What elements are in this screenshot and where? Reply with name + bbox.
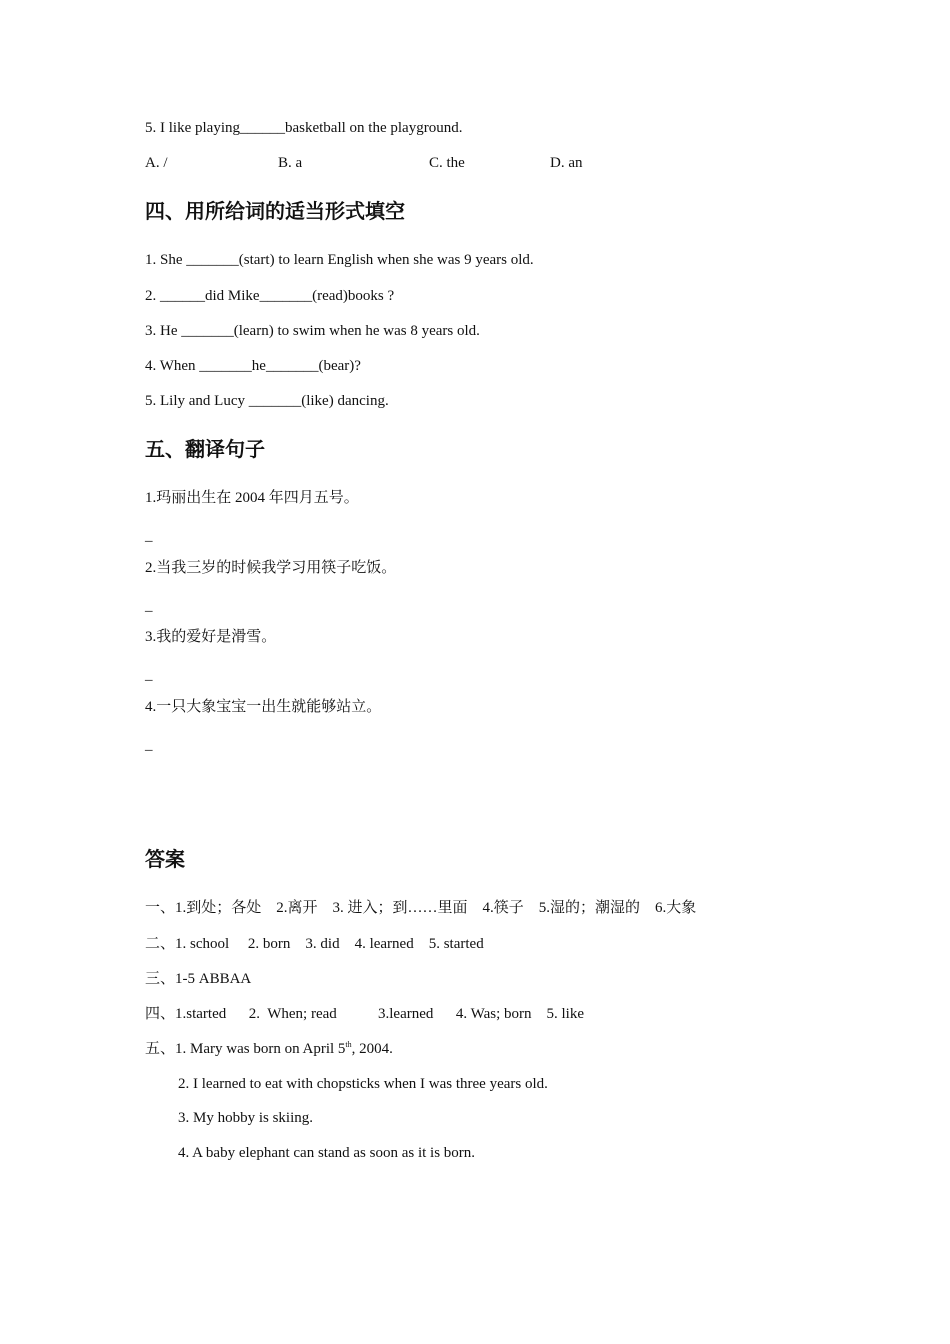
answers-part-1: 一、1.到处；各处 2.离开 3. 进入；到……里面 4.筷子 5.湿的；潮湿的 6.大象 bbox=[145, 900, 697, 916]
section-4-item-4: 4. When _______he_______(bear)? bbox=[145, 358, 361, 374]
section-5-item-3: 3.我的爱好是滑雪。 bbox=[145, 629, 277, 645]
question-3-5: 5. I like playing______basketball on the playground. bbox=[145, 120, 463, 136]
option-a: A. / bbox=[145, 155, 168, 171]
answers-part-5-line-3: 3. My hobby is skiing. bbox=[178, 1110, 314, 1126]
section-5-item-1: 1.玛丽出生在 2004 年四月五号。 bbox=[145, 490, 359, 506]
answer-text: 五、1. Mary was born on April 5 bbox=[145, 1041, 346, 1057]
answer-blank-1: _ bbox=[145, 528, 153, 544]
section-5-item-4: 4.一只大象宝宝一出生就能够站立。 bbox=[145, 699, 382, 715]
option-c: C. the bbox=[429, 155, 465, 171]
section-5-title: 五、翻译句子 bbox=[145, 437, 265, 461]
answers-title: 答案 bbox=[145, 847, 185, 871]
answers-part-4: 四、1.started 2. When; read 3.learned 4. Was; born 5. like bbox=[145, 1006, 584, 1022]
section-4-item-5: 5. Lily and Lucy _______(like) dancing. bbox=[145, 393, 389, 409]
answer-text-end: , 2004. bbox=[351, 1041, 393, 1057]
section-4-item-2: 2. ______did Mike_______(read)books ? bbox=[145, 288, 395, 304]
answers-part-5-line-2: 2. I learned to eat with chopsticks when I was three years old. bbox=[178, 1076, 548, 1092]
answer-blank-2: _ bbox=[145, 598, 153, 614]
answers-part-5-line-4: 4. A baby elephant can stand as soon as it is born. bbox=[178, 1145, 476, 1161]
answer-blank-4: _ bbox=[145, 737, 153, 753]
question-3-5-options bbox=[145, 153, 745, 173]
option-d: D. an bbox=[550, 155, 583, 171]
answers-part-2: 二、1. school 2. born 3. did 4. learned 5. started bbox=[145, 936, 484, 952]
section-5-item-2: 2.当我三岁的时候我学习用筷子吃饭。 bbox=[145, 560, 397, 576]
answer-blank-3: _ bbox=[145, 667, 153, 683]
section-4-item-1: 1. She _______(start) to learn English when she was 9 years old. bbox=[145, 252, 534, 268]
ordinal-suffix: th bbox=[345, 1040, 352, 1049]
section-4-title: 四、用所给词的适当形式填空 bbox=[145, 199, 405, 223]
answers-part-5-line-1 bbox=[145, 1039, 393, 1059]
option-b: B. a bbox=[278, 155, 303, 171]
answers-part-3: 三、1-5 ABBAA bbox=[145, 971, 252, 987]
section-4-item-3: 3. He _______(learn) to swim when he was 8 years old. bbox=[145, 323, 480, 339]
